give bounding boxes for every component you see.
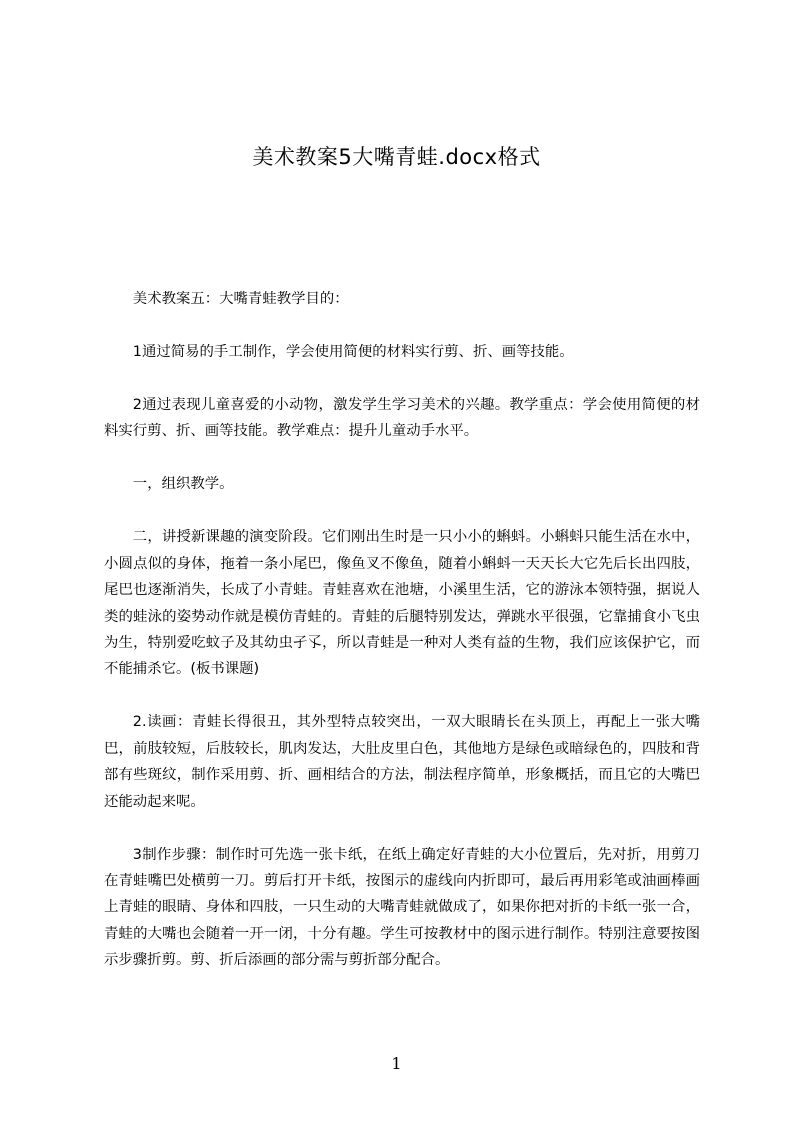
paragraph-reading-picture: 2.读画：青蛙长得很丑，其外型特点较突出，一双大眼睛长在头顶上，再配上一张大嘴巴，前肢较短，后肢较长，肌肉发达，大肚皮里白色，其他地方是绿色或暗绿色的，四肢和背部有些斑纹，制作采用剪、折、画相结合的方法，制法程序简单，形象概括，而且它的大嘴巴还能动起来呢。 <box>104 714 700 810</box>
paragraph-objective-1: 1通过简易的手工制作，学会使用简便的材料实行剪、折、画等技能。 <box>132 344 574 360</box>
paragraph-objective-heading: 美术教案五：大嘴青蛙教学目的： <box>132 291 349 307</box>
paragraph-new-lesson: 二，讲授新课趣的演变阶段。它们刚出生时是一只小小的蝌蚪。小蝌蚪只能生活在水中，小圆点似的身体，拖着一条小尾巴，像鱼叉不像鱼，随着小蝌蚪一天天长大它先后长出四肢，尾巴也逐渐消失，长成了小青蛙。青蛙喜欢在池塘，小溪里生活，它的游泳本领特强，据说人类的蛙泳的姿势动作就是模仿青蛙的。青蛙的后腿特别发达，弹跳水平很强，它靠捕食小飞虫为生，特别爱吃蚊子及其幼虫孑孓，所以青蛙是一种对人类有益的生物，我们应该保护它，而不能捕杀它。(板书课题) <box>104 529 700 678</box>
paragraph-objective-2: 2通过表现儿童喜爱的小动物，激发学生学习美术的兴趣。教学重点：学会使用简便的材料实行剪、折、画等技能。教学难点：提升儿童动手水平。 <box>104 397 700 440</box>
paragraph-making-steps: 3制作步骤：制作时可先选一张卡纸，在纸上确定好青蛙的大小位置后，先对折，用剪刀在青蛙嘴巴处横剪一刀。剪后打开卡纸，按图示的虚线向内折即可，最后再用彩笔或油画棒画上青蛙的眼睛、身体和四肢，一只生动的大嘴青蛙就做成了，如果你把对折的卡纸一张一合，青蛙的大嘴也会随着一开一闭，十分有趣。学生可按教材中的图示进行制作。特别注意要按图示步骤折剪。剪、折后添画的部分需与剪折部分配合。 <box>104 846 700 969</box>
page-number: 1 <box>391 1054 402 1073</box>
paragraph-organize-teaching: 一，组织教学。 <box>132 476 234 493</box>
document-body <box>104 286 700 1000</box>
document-title: 美术教案5大嘴青蛙.docx格式 <box>252 145 541 169</box>
